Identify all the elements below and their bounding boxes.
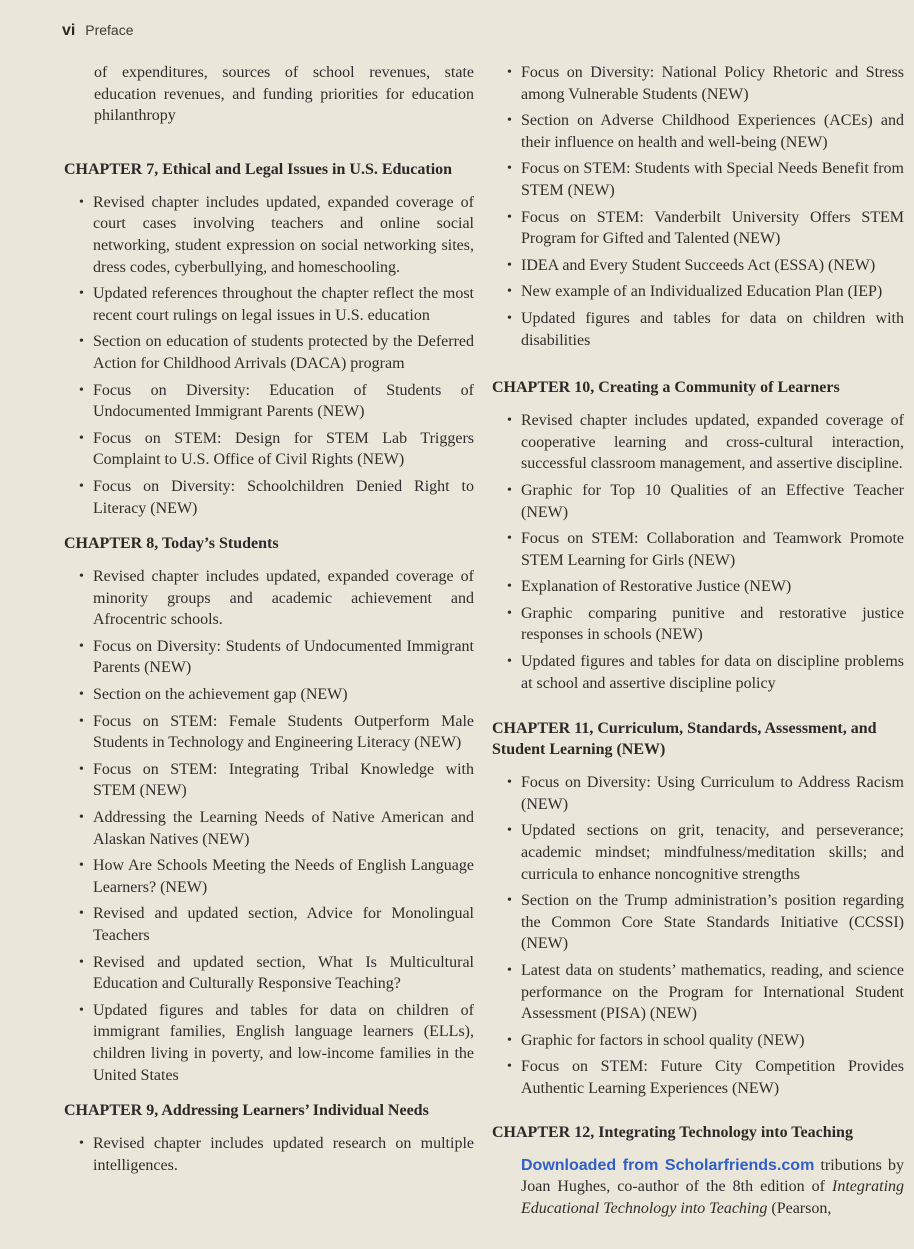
bullet-list	[492, 772, 904, 1099]
list-item: • Graphic comparing punitive and restorative justice responses in schools (NEW)	[507, 604, 904, 644]
list-item: • Updated figures and tables for data on children with disabilities	[507, 309, 904, 349]
bullet-list	[492, 62, 904, 351]
list-item: • Revised and updated section, Advice for Monolingual Teachers	[79, 905, 474, 944]
chapter-heading: CHAPTER 8, Today’s Students	[64, 535, 279, 553]
chapter-9-continued	[492, 62, 904, 351]
chapter-7-section	[64, 159, 474, 519]
chapter-heading: CHAPTER 9, Addressing Learners’ Individual Needs	[64, 1102, 429, 1120]
bullet-icon: •	[507, 579, 512, 595]
bullet-icon: •	[507, 1032, 512, 1048]
bullet-icon: •	[79, 334, 84, 350]
bullet-icon: •	[507, 654, 512, 670]
list-item: • IDEA and Every Student Succeeds Act (ESSA) (NEW)	[492, 255, 904, 277]
bullet-icon: •	[507, 893, 512, 909]
list-item: • Revised chapter includes updated, expanded coverage of court cases involving teachers and online social networking, student expression on social networking sites, dress codes, cyberbullying, and homeschooling.	[79, 193, 474, 276]
list-item: • Focus on STEM: Female Students Outperform Male Students in Technology and Engineering Literacy (NEW)	[79, 712, 474, 752]
list-item: • Section on the achievement gap (NEW)	[64, 684, 474, 706]
bullet-list	[64, 566, 474, 1086]
chapter-12-paragraph: Downloaded from Scholarfriends.com tributions by Joan Hughes, co-author of the 8th edition of Integrating Educational Technology into Teaching (Pearson,	[521, 1156, 905, 1217]
bullet-list	[64, 1133, 474, 1176]
bullet-icon: •	[79, 286, 84, 302]
continued-text: of expenditures, sources of school revenues, state education revenues, and funding priorities for education philanthropy	[94, 64, 474, 125]
page-number: vi	[62, 22, 76, 39]
bullet-icon: •	[507, 257, 512, 273]
bullet-list	[64, 192, 474, 519]
list-item: • Focus on STEM: Students with Special Needs Benefit from STEM (NEW)	[507, 160, 904, 199]
bullet-icon: •	[79, 430, 84, 446]
list-item: • Focus on Diversity: Using Curriculum to Address Racism (NEW)	[507, 774, 904, 813]
bullet-icon: •	[79, 906, 84, 922]
list-item: • Section on the Trump administration’s position regarding the Common Core State Standards Initiative (CCSSI) (NEW)	[507, 892, 904, 953]
list-item: • How Are Schools Meeting the Needs of English Language Learners? (NEW)	[79, 857, 474, 896]
list-item: • Focus on STEM: Collaboration and Teamwork Promote STEM Learning for Girls (NEW)	[507, 530, 904, 569]
list-item: • Updated sections on grit, tenacity, and perseverance; academic mindset; mindfulness/meditation skills; and curricula to enhance noncognitive strengths	[507, 822, 904, 883]
list-item: • Focus on STEM: Vanderbilt University Offers STEM Program for Gifted and Talented (NEW)	[507, 208, 904, 248]
list-item: • Updated figures and tables for data on discipline problems at school and assertive discipline policy	[507, 653, 904, 692]
bullet-icon: •	[507, 605, 512, 621]
bullet-icon: •	[507, 284, 512, 300]
chapter-12-section	[492, 1122, 904, 1220]
list-item: • Focus on Diversity: Education of Students of Undocumented Immigrant Parents (NEW)	[79, 381, 474, 421]
bullet-list	[492, 410, 904, 694]
bullet-icon: •	[507, 531, 512, 547]
chapter-11-section	[492, 718, 904, 1099]
download-watermark[interactable]: Downloaded from Scholarfriends.com	[521, 1156, 815, 1174]
running-title: Preface	[85, 22, 134, 38]
bullet-icon: •	[507, 161, 512, 177]
right-column	[492, 62, 904, 1233]
list-item: • Updated figures and tables for data on children of immigrant families, English language learners (ELLs), children living in poverty, and low-income families in the United States	[79, 1001, 474, 1084]
list-item: • Focus on Diversity: Schoolchildren Denied Right to Literacy (NEW)	[79, 477, 474, 517]
bullet-icon: •	[507, 482, 512, 498]
list-item: • Section on education of students protected by the Deferred Action for Childhood Arrivals (DACA) program	[79, 333, 474, 372]
list-item: • Focus on Diversity: National Policy Rhetoric and Stress among Vulnerable Students (NEW)	[507, 64, 904, 103]
bullet-icon: •	[79, 810, 84, 826]
left-column	[64, 62, 474, 1190]
bullet-icon: •	[79, 478, 84, 494]
list-item: • Graphic for factors in school quality (NEW)	[492, 1030, 904, 1052]
list-item: • Revised chapter includes updated, expanded coverage of cooperative learning and cross-cultural interaction, successful classroom management, and assertive discipline.	[507, 412, 904, 473]
list-item: • Focus on STEM: Design for STEM Lab Triggers Complaint to U.S. Office of Civil Rights (NEW)	[79, 429, 474, 469]
list-item: • Section on Adverse Childhood Experiences (ACEs) and their influence on health and well-being (NEW)	[507, 112, 904, 151]
bullet-icon: •	[79, 638, 84, 654]
bullet-icon: •	[507, 963, 512, 978]
list-item: • Focus on Diversity: Students of Undocumented Immigrant Parents (NEW)	[79, 637, 474, 677]
list-item: • New example of an Individualized Education Plan (IEP)	[492, 281, 904, 303]
bullet-icon: •	[507, 65, 512, 80]
chapter-8-section	[64, 533, 474, 1086]
bullet-icon: •	[79, 858, 84, 874]
bullet-icon: •	[507, 775, 512, 791]
list-item: • Revised chapter includes updated research on multiple intelligences.	[79, 1135, 474, 1174]
bullet-icon: •	[507, 413, 512, 429]
bullet-icon: •	[79, 687, 84, 703]
list-item: • Focus on STEM: Future City Competition Provides Authentic Learning Experiences (NEW)	[507, 1058, 904, 1097]
running-header	[62, 22, 133, 40]
list-item: • Graphic for Top 10 Qualities of an Effective Teacher (NEW)	[507, 481, 904, 521]
list-item: • Revised and updated section, What Is Multicultural Education and Culturally Responsive Teaching?	[79, 953, 474, 993]
list-item: • Revised chapter includes updated, expanded coverage of minority groups and academic achievement and Afrocentric schools.	[79, 568, 474, 629]
bullet-icon: •	[79, 954, 84, 970]
bullet-icon: •	[79, 1136, 84, 1152]
list-item: • Latest data on students’ mathematics, reading, and science performance on the Program for International Student Assessment (PISA) (NEW)	[507, 962, 904, 1023]
bullet-icon: •	[507, 823, 512, 839]
bullet-icon: •	[79, 569, 84, 585]
chapter-heading: CHAPTER 7, Ethical and Legal Issues in U.S. Education	[64, 160, 453, 178]
list-item: • Explanation of Restorative Justice (NEW)	[492, 576, 904, 598]
bullet-icon: •	[79, 194, 84, 210]
book-title: Integrating Educational Technology into Teaching	[521, 1178, 905, 1217]
bullet-icon: •	[507, 209, 512, 225]
chapter-heading: CHAPTER 10, Creating a Community of Learners	[492, 379, 840, 397]
bullet-icon: •	[79, 713, 84, 729]
bullet-icon: •	[507, 310, 512, 326]
chapter-9-section	[64, 1100, 474, 1176]
list-item: • Focus on STEM: Integrating Tribal Knowledge with STEM (NEW)	[79, 760, 474, 800]
bullet-icon: •	[79, 382, 84, 398]
chapter-heading: CHAPTER 12, Integrating Technology into Teaching	[492, 1123, 853, 1141]
chapter-heading: CHAPTER 11, Curriculum, Standards, Assessment, and Student Learning (NEW)	[492, 720, 877, 759]
list-item: • Addressing the Learning Needs of Native American and Alaskan Natives (NEW)	[79, 809, 474, 848]
bullet-icon: •	[79, 761, 84, 777]
bullet-icon: •	[507, 1059, 512, 1075]
bullet-icon: •	[507, 113, 512, 129]
chapter-10-section	[492, 377, 904, 694]
bullet-icon: •	[79, 1002, 84, 1018]
list-item: • Updated references throughout the chapter reflect the most recent court rulings on legal issues in U.S. education	[79, 285, 474, 324]
